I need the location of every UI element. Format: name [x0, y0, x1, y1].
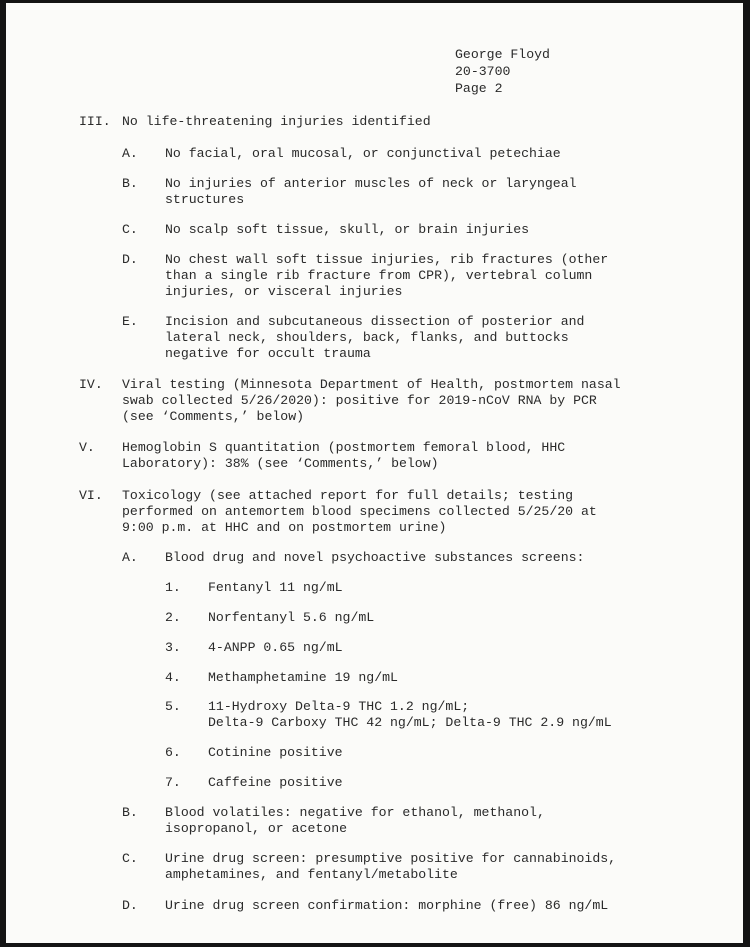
section-text: Toxicology (see attached report for full details; testing — [122, 488, 574, 503]
item-text: Urine drug screen confirmation: morphine (free) 86 ng/mL — [165, 898, 609, 913]
subitem-text: Norfentanyl 5.6 ng/mL — [208, 610, 375, 625]
subitem-label: 7. — [165, 775, 181, 790]
item-label: E. — [122, 314, 138, 329]
item-text: No injuries of anterior muscles of neck or laryngeal — [165, 176, 577, 191]
item-text: structures — [165, 192, 245, 207]
subitem-label: 5. — [165, 699, 181, 714]
subitem-text: Methamphetamine 19 ng/mL — [208, 670, 398, 685]
subitem-label: 4. — [165, 670, 181, 685]
item-text: Incision and subcutaneous dissection of posterior and — [165, 314, 585, 329]
item-text: No chest wall soft tissue injuries, rib fractures (other — [165, 252, 609, 267]
section-text: performed on antemortem blood specimens collected 5/25/20 at — [122, 504, 597, 519]
section-text: 9:00 p.m. at HHC and on postmortem urine) — [122, 520, 447, 535]
patient-name: George Floyd — [455, 47, 550, 62]
section-text: (see ‘Comments,’ below) — [122, 409, 305, 424]
section-text: swab collected 5/26/2020): positive for 2019-nCoV RNA by PCR — [122, 393, 597, 408]
page-number: Page 2 — [455, 81, 503, 96]
item-label: C. — [122, 222, 138, 237]
section-numeral: III. — [79, 114, 111, 129]
item-text: amphetamines, and fentanyl/metabolite — [165, 867, 458, 882]
item-label: A. — [122, 146, 138, 161]
item-text: isopropanol, or acetone — [165, 821, 348, 836]
item-label: D. — [122, 898, 138, 913]
subitem-text: Cotinine positive — [208, 745, 343, 760]
subitem-label: 1. — [165, 580, 181, 595]
item-label: A. — [122, 550, 138, 565]
section-text: Hemoglobin S quantitation (postmortem femoral blood, HHC — [122, 440, 566, 455]
item-label: D. — [122, 252, 138, 267]
item-text: Urine drug screen: presumptive positive for cannabinoids, — [165, 851, 617, 866]
subitem-text: Caffeine positive — [208, 775, 343, 790]
subitem-text: 11-Hydroxy Delta-9 THC 1.2 ng/mL; — [208, 699, 470, 714]
subitem-text: Delta-9 Carboxy THC 42 ng/mL; Delta-9 THC 2.9 ng/mL — [208, 715, 612, 730]
section-numeral: V. — [79, 440, 95, 455]
item-text: negative for occult trauma — [165, 346, 371, 361]
item-label: B. — [122, 805, 138, 820]
item-label: C. — [122, 851, 138, 866]
item-text: Blood drug and novel psychoactive substances screens: — [165, 550, 585, 565]
subitem-label: 3. — [165, 640, 181, 655]
item-text: No facial, oral mucosal, or conjunctival petechiae — [165, 146, 561, 161]
subitem-label: 6. — [165, 745, 181, 760]
subitem-text: 4-ANPP 0.65 ng/mL — [208, 640, 343, 655]
subitem-label: 2. — [165, 610, 181, 625]
item-text: No scalp soft tissue, skull, or brain injuries — [165, 222, 530, 237]
item-text: than a single rib fracture from CPR), vertebral column — [165, 268, 593, 283]
item-text: lateral neck, shoulders, back, flanks, and buttocks — [165, 330, 569, 345]
item-label: B. — [122, 176, 138, 191]
section-text: Laboratory): 38% (see ‘Comments,’ below) — [122, 456, 439, 471]
section-text: Viral testing (Minnesota Department of Health, postmortem nasal — [122, 377, 621, 392]
case-number: 20-3700 — [455, 64, 511, 79]
section-numeral: VI. — [79, 488, 103, 503]
document-page — [6, 3, 743, 943]
item-text: Blood volatiles: negative for ethanol, methanol, — [165, 805, 545, 820]
section-numeral: IV. — [79, 377, 103, 392]
section-text: No life-threatening injuries identified — [122, 114, 431, 129]
item-text: injuries, or visceral injuries — [165, 284, 403, 299]
subitem-text: Fentanyl 11 ng/mL — [208, 580, 343, 595]
